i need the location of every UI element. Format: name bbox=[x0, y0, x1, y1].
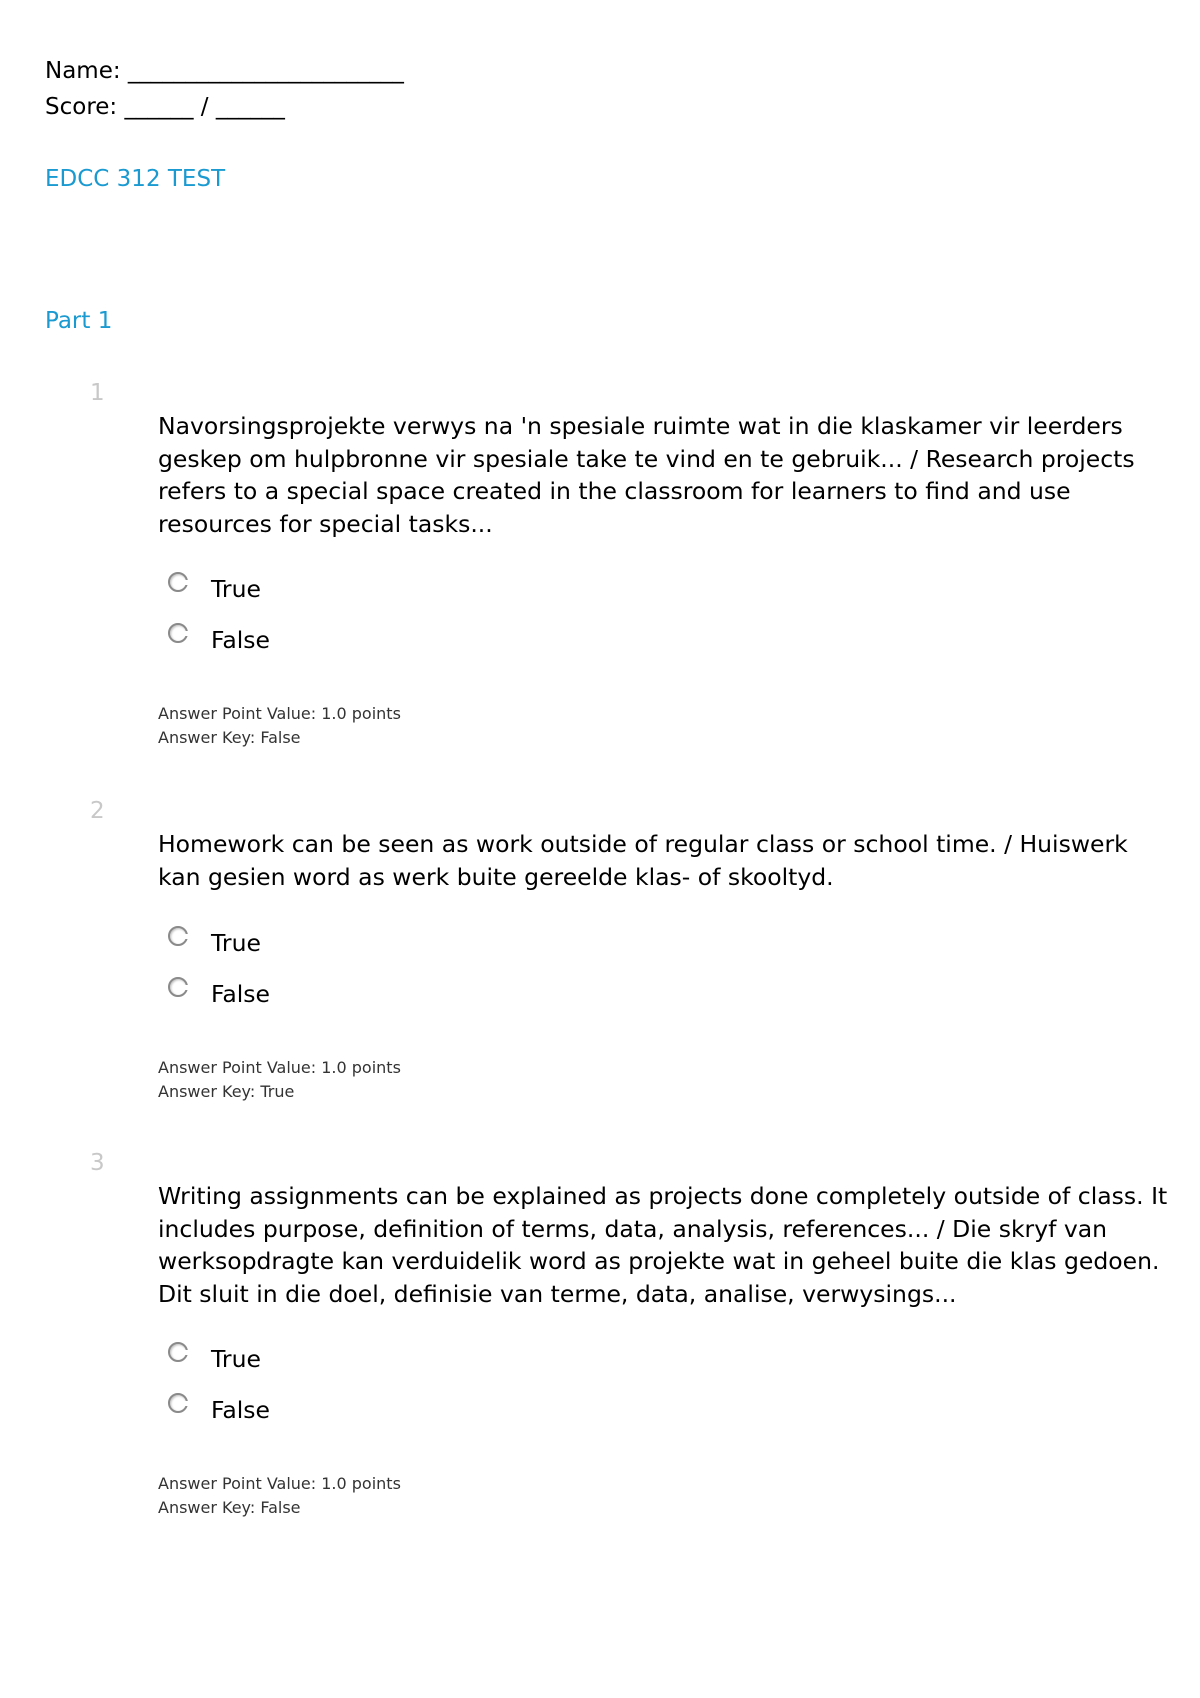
score-line: Score: ______ / ______ bbox=[45, 94, 285, 120]
answer-options bbox=[168, 1340, 568, 1442]
answer-key: Answer Key: True bbox=[158, 1082, 295, 1101]
answer-options bbox=[168, 570, 568, 672]
point-value: Answer Point Value: 1.0 points bbox=[158, 704, 401, 723]
option-true[interactable] bbox=[168, 570, 568, 621]
radio-button-icon[interactable] bbox=[168, 977, 188, 997]
option-label: True bbox=[211, 929, 261, 957]
question-text: Writing assignments can be explained as projects done completely outside of class. It includes purpose, definition of terms, data, analysis, references... / Die skryf van werksopdragte kan verduidelik word as projekte wat in geheel buite die klas gedoen. Dit sluit in die doel, definisie van terme, data, analise, verwysings... bbox=[158, 1182, 1168, 1308]
option-label: True bbox=[211, 575, 261, 603]
option-true[interactable] bbox=[168, 1340, 568, 1391]
name-line: Name: ________________________ bbox=[45, 58, 404, 84]
answer-key: Answer Key: False bbox=[158, 728, 301, 747]
answer-key: Answer Key: False bbox=[158, 1498, 301, 1517]
option-label: False bbox=[211, 980, 270, 1008]
option-false[interactable] bbox=[168, 1391, 568, 1442]
radio-button-icon[interactable] bbox=[168, 1342, 188, 1362]
question-text: Homework can be seen as work outside of regular class or school time. / Huiswerk kan gesien word as werk buite gereelde klas- of skooltyd. bbox=[158, 830, 1128, 891]
answer-options bbox=[168, 924, 568, 1026]
part-title: Part 1 bbox=[45, 308, 113, 334]
option-true[interactable] bbox=[168, 924, 568, 975]
radio-button-icon[interactable] bbox=[168, 1393, 188, 1413]
test-title: EDCC 312 TEST bbox=[45, 166, 226, 192]
question-number: 2 bbox=[90, 798, 105, 824]
answer-meta bbox=[158, 1056, 758, 1104]
question-number: 3 bbox=[90, 1150, 105, 1176]
radio-button-icon[interactable] bbox=[168, 926, 188, 946]
question-text: Navorsingsprojekte verwys na 'n spesiale ruimte wat in die klaskamer vir leerders geskep om hulpbronne vir spesiale take te vind en te gebruik... / Research projects refers to a special space created in the classroom for learners to find and use resources for special tasks... bbox=[158, 412, 1135, 538]
option-label: False bbox=[211, 626, 270, 654]
answer-meta bbox=[158, 702, 758, 750]
radio-button-icon[interactable] bbox=[168, 623, 188, 643]
question-number: 1 bbox=[90, 380, 105, 406]
option-false[interactable] bbox=[168, 975, 568, 1026]
point-value: Answer Point Value: 1.0 points bbox=[158, 1474, 401, 1493]
option-label: True bbox=[211, 1345, 261, 1373]
answer-meta bbox=[158, 1472, 758, 1520]
radio-button-icon[interactable] bbox=[168, 572, 188, 592]
option-false[interactable] bbox=[168, 621, 568, 672]
option-label: False bbox=[211, 1396, 270, 1424]
point-value: Answer Point Value: 1.0 points bbox=[158, 1058, 401, 1077]
